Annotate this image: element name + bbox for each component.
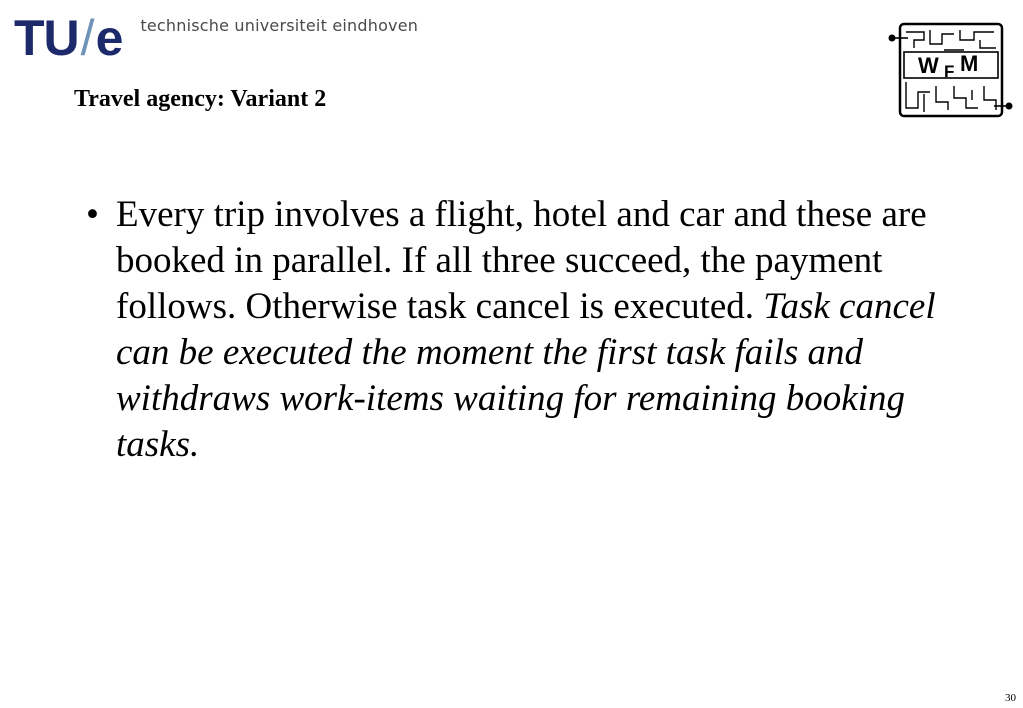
bullet-text: [116, 192, 946, 468]
bullet-marker: •: [86, 194, 99, 235]
bullet-text-regular: Every trip involves a flight, hotel and car and these are booked in parallel. If all three succeed, the payment follows. Otherwise task cancel is executed.: [116, 194, 927, 327]
bullet-list: [86, 192, 946, 468]
bullet-text-italic: Task cancel can be executed the moment the first task fails and withdraws work-items waiting for remaining booking tasks.: [116, 286, 936, 465]
tue-logo-e: e: [95, 10, 123, 66]
page-number: 30: [1005, 692, 1016, 704]
tue-logo: [14, 10, 418, 70]
svg-text:W: W: [918, 53, 939, 78]
svg-text:F: F: [944, 62, 955, 81]
wfm-maze-logo-icon: [884, 20, 1016, 120]
university-name: technische universiteit eindhoven: [140, 16, 419, 35]
tue-logo-mark: [14, 10, 122, 66]
tue-logo-tu: TU: [14, 10, 79, 66]
svg-text:M: M: [960, 51, 979, 76]
tue-logo-slash: /: [80, 10, 94, 66]
slide-title: Travel agency: Variant 2: [74, 86, 327, 112]
bullet-item: [86, 192, 946, 468]
